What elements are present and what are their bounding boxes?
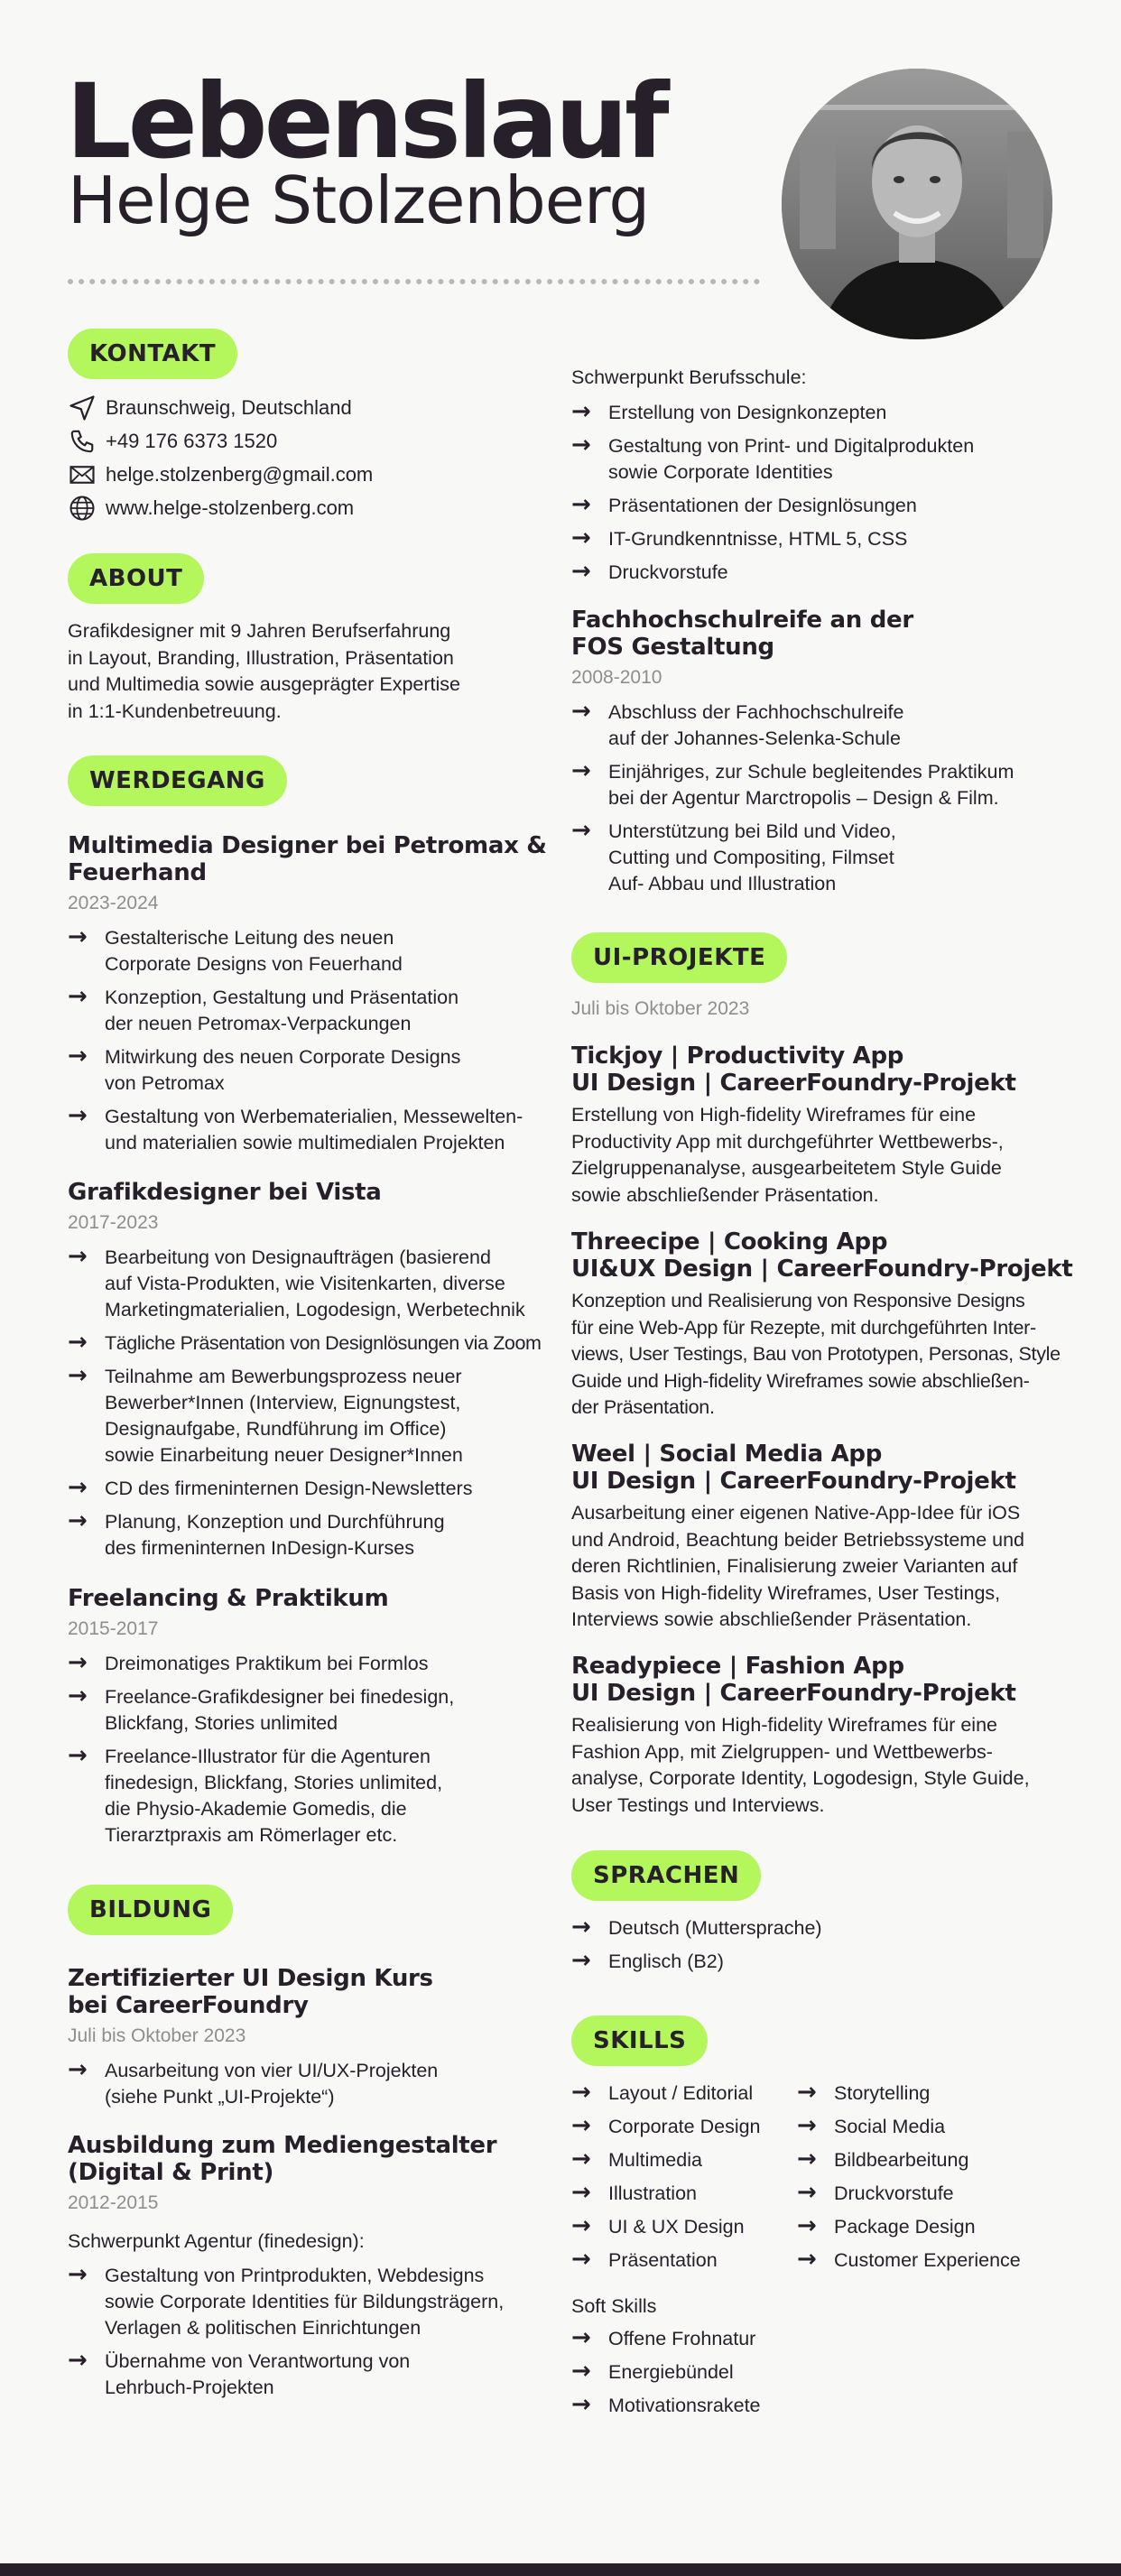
contact-website-text[interactable]: www.helge-stolzenberg.com <box>106 496 355 519</box>
contact-phone <box>68 427 277 456</box>
dotted-divider <box>68 279 760 284</box>
section-heading-ui-projekte: UI-PROJEKTE <box>571 932 787 983</box>
about-line: Grafikdesigner mit 9 Jahren Berufserfahrung <box>68 620 451 642</box>
job-bullets <box>68 925 573 1156</box>
education-title <box>68 2132 573 2186</box>
mail-icon <box>68 460 97 489</box>
project-title-line: Tickjoy | Productivity App <box>571 1042 904 1070</box>
list-item: → Präsentationen der Designlösungen <box>571 493 1059 519</box>
section-heading-kontakt: KONTAKT <box>68 329 237 379</box>
list-item: → Social Media <box>797 2114 1059 2140</box>
skills-column <box>797 2080 1059 2281</box>
project-description: Ausarbeitung einer eigenen Native-App-Idee für iOS und Android, Beachtung beider Betriebssysteme und deren Richtlinien, Finalisierung zweier Varianten auf Basis von High-fidelity Wireframes, User Testings, Interviews sowie abschließender Präsentation. <box>571 1502 1024 1630</box>
list-item: → Präsentation <box>571 2247 797 2274</box>
list-item: → Offene Frohnatur <box>571 2326 1059 2352</box>
list-item: → Gestaltung von Printprodukten, Webdesigns sowie Corporate Identities für Bildungsträgern, Verlagen & politischen Einrichtungen <box>68 2263 573 2341</box>
languages-list <box>571 1915 1059 1982</box>
education-subhead: Schwerpunkt Agentur (finedesign): <box>68 2230 365 2252</box>
project-entry <box>571 1042 1077 1209</box>
list-item: → Multimedia <box>571 2147 797 2173</box>
job-title-line: Feuerhand <box>68 859 207 886</box>
about-line: in 1:1-Kundenbetreuung. <box>68 700 282 722</box>
page-title: Lebenslauf <box>66 61 666 181</box>
list-item: → UI & UX Design <box>571 2214 797 2240</box>
project-title-line: Weel | Social Media App <box>571 1441 883 1468</box>
contact-website <box>68 494 354 523</box>
list-item: → Englisch (B2) <box>571 1949 1059 1975</box>
list-item: → Bearbeitung von Designaufträgen (basierend auf Vista-Produkten, wie Visitenkarten, diverse Marketingmaterialien, Logodesign, Werbetechnik <box>68 1245 573 1323</box>
job-entry <box>68 1179 573 1569</box>
project-title-line: UI Design | CareerFoundry-Projekt <box>571 1680 1016 1707</box>
about-line: in Layout, Branding, Illustration, Präsentation <box>68 646 454 669</box>
section-heading-skills: SKILLS <box>571 2015 708 2066</box>
section-heading-about: ABOUT <box>68 553 204 604</box>
education-title-line: (Digital & Print) <box>68 2159 274 2186</box>
phone-icon <box>68 427 97 456</box>
job-title: Grafikdesigner bei Vista <box>68 1179 382 1206</box>
job-title <box>68 832 573 886</box>
education-title-line: FOS Gestaltung <box>571 634 774 661</box>
education-bullets <box>571 700 1059 897</box>
list-item: → Planung, Konzeption und Durchführung des firmeninternen InDesign-Kurses <box>68 1509 573 1561</box>
skills-column <box>571 2080 797 2281</box>
project-title-line: Readypiece | Fashion App <box>571 1653 904 1680</box>
soft-skills-list <box>571 2326 1059 2426</box>
section-heading-bildung: BILDUNG <box>68 1885 233 1935</box>
job-bullets <box>68 1651 573 1849</box>
project-title-line: UI Design | CareerFoundry-Projekt <box>571 1070 1016 1097</box>
project-title-line: Threecipe | Cooking App <box>571 1228 888 1256</box>
list-item: → Package Design <box>797 2214 1059 2240</box>
education-bullets <box>68 2058 573 2110</box>
list-item: → Freelance-Illustrator für die Agenturen finedesign, Blickfang, Stories unlimited, die Physio-Akademie Gomedis, die Tierarztpraxis am Römerlager etc. <box>68 1744 573 1849</box>
about-line: und Multimedia sowie ausgeprägter Expertise <box>68 673 461 695</box>
job-title-line: Multimedia Designer bei Petromax & <box>68 832 547 859</box>
list-item: → Energiebündel <box>571 2359 1059 2386</box>
education-date: 2012-2015 <box>68 2192 159 2213</box>
section-heading-werdegang: WERDEGANG <box>68 755 287 806</box>
list-item: → Erstellung von Designkonzepten <box>571 400 1059 426</box>
education-bullets <box>571 400 1059 593</box>
project-entry <box>571 1228 1086 1422</box>
skills-grid <box>571 2080 1059 2281</box>
list-item: → Abschluss der Fachhochschulreife auf der Johannes-Selenka-Schule <box>571 700 1059 752</box>
list-item: → Corporate Design <box>571 2114 797 2140</box>
project-description: Erstellung von High-fidelity Wireframes für eine Productivity App mit durchgeführter Wettbewerbs-, Zielgruppenanalyse, ausgearbeitetem Style Guide sowie abschließender Präsentation. <box>571 1104 1004 1206</box>
list-item: → Tägliche Präsentation von Designlösungen via Zoom <box>68 1330 573 1357</box>
job-date: 2023-2024 <box>68 893 159 913</box>
list-item: → Gestaltung von Print- und Digitalprodukten sowie Corporate Identities <box>571 433 1059 486</box>
job-entry <box>68 832 573 1163</box>
project-description: Realisierung von High-fidelity Wireframes für eine Fashion App, mit Zielgruppen- und Wettbewerbs- analyse, Corporate Identity, Logodesign, Style Guide, User Testings und Interviews. <box>571 1714 1030 1816</box>
section-heading-sprachen: SPRACHEN <box>571 1850 761 1901</box>
globe-icon <box>68 494 97 523</box>
list-item: → Druckvorstufe <box>571 560 1059 586</box>
job-entry <box>68 1585 573 1856</box>
job-date: 2015-2017 <box>68 1618 159 1639</box>
list-item: → Unterstützung bei Bild und Video, Cutting und Compositing, Filmset Auf- Abbau und Illustration <box>571 819 1059 897</box>
project-title <box>571 1653 1077 1707</box>
education-entry <box>68 1965 573 2117</box>
list-item: → Druckvorstufe <box>797 2181 1059 2207</box>
job-date: 2017-2023 <box>68 1212 159 1233</box>
contact-location <box>68 394 352 422</box>
list-item: → Konzeption, Gestaltung und Präsentation der neuen Petromax-Verpackungen <box>68 985 573 1037</box>
list-item: → Gestalterische Leitung des neuen Corporate Designs von Feuerhand <box>68 925 573 978</box>
project-title-line: UI&UX Design | CareerFoundry-Projekt <box>571 1256 1073 1283</box>
contact-location-text: Braunschweig, Deutschland <box>106 396 352 419</box>
project-entry <box>571 1441 1077 1634</box>
project-description: Konzeption und Realisierung von Responsive Designs für eine Web-App für Rezepte, mit durchgeführten Inter- views, User Testings, Bau von Prototypen, Personas, Style Guide und High-fidelity Wireframes sowie abschließen- der Präsentation. <box>571 1290 1061 1418</box>
project-entry <box>571 1653 1077 1819</box>
education-bullets <box>68 2263 573 2401</box>
location-arrow-icon <box>68 394 97 422</box>
list-item: → Übernahme von Verantwortung von Lehrbuch-Projekten <box>68 2349 573 2401</box>
list-item: → Bildbearbeitung <box>797 2147 1059 2173</box>
footer-bar <box>0 2563 1121 2576</box>
education-title-line: bei CareerFoundry <box>68 1992 309 2019</box>
job-title: Freelancing & Praktikum <box>68 1585 389 1612</box>
list-item: → Customer Experience <box>797 2247 1059 2274</box>
list-item: → Einjähriges, zur Schule begleitendes Praktikum bei der Agentur Marctropolis – Design & Film. <box>571 759 1059 811</box>
list-item: → Motivationsrakete <box>571 2393 1059 2419</box>
list-item: → Ausarbeitung von vier UI/UX-Projekten (siehe Punkt „UI-Projekte“) <box>68 2058 573 2110</box>
education-title-line: Fachhochschulreife an der <box>571 607 913 634</box>
education-entry <box>571 607 1059 904</box>
list-item: → Illustration <box>571 2181 797 2207</box>
education-date: 2008-2010 <box>571 667 662 688</box>
soft-skills-heading: Soft Skills <box>571 2295 657 2317</box>
about-text <box>68 618 555 725</box>
education-title-line: Zertifizierter UI Design Kurs <box>68 1965 433 1992</box>
education-title <box>571 607 1059 661</box>
profile-photo <box>782 69 1052 339</box>
list-item: → Freelance-Grafikdesigner bei finedesign, Blickfang, Stories unlimited <box>68 1684 573 1737</box>
contact-email <box>68 460 373 489</box>
project-title-line: UI Design | CareerFoundry-Projekt <box>571 1468 1016 1495</box>
list-item: → Storytelling <box>797 2080 1059 2107</box>
contact-email-text[interactable]: helge.stolzenberg@gmail.com <box>106 463 374 486</box>
list-item: → Teilnahme am Bewerbungsprozess neuer Bewerber*Innen (Interview, Eignungstest, Designaufgabe, Rundführung im Office) sowie Einarbeitung neuer Designer*Innen <box>68 1364 573 1469</box>
project-title <box>571 1228 1086 1283</box>
list-item: → Layout / Editorial <box>571 2080 797 2107</box>
education-date: Juli bis Oktober 2023 <box>68 2025 246 2046</box>
education-title-line: Ausbildung zum Mediengestalter <box>68 2132 497 2159</box>
person-name: Helge Stolzenberg <box>68 162 650 238</box>
list-item: → Gestaltung von Werbematerialien, Messewelten- und materialien sowie multimedialen Projekten <box>68 1104 573 1156</box>
list-item: → CD des firmeninternen Design-Newsletters <box>68 1476 573 1502</box>
project-title <box>571 1042 1077 1097</box>
projects-date: Juli bis Oktober 2023 <box>571 998 750 1019</box>
education-title <box>68 1965 573 2019</box>
list-item: → Mitwirkung des neuen Corporate Designs von Petromax <box>68 1044 573 1097</box>
job-bullets <box>68 1245 573 1561</box>
list-item: → Dreimonatiges Praktikum bei Formlos <box>68 1651 573 1677</box>
education-entry <box>68 2132 573 2408</box>
education-subhead: Schwerpunkt Berufsschule: <box>571 366 807 388</box>
contact-phone-text: +49 176 6373 1520 <box>106 430 278 452</box>
list-item: → IT-Grundkenntnisse, HTML 5, CSS <box>571 526 1059 552</box>
list-item: → Deutsch (Muttersprache) <box>571 1915 1059 1941</box>
project-title <box>571 1441 1077 1495</box>
